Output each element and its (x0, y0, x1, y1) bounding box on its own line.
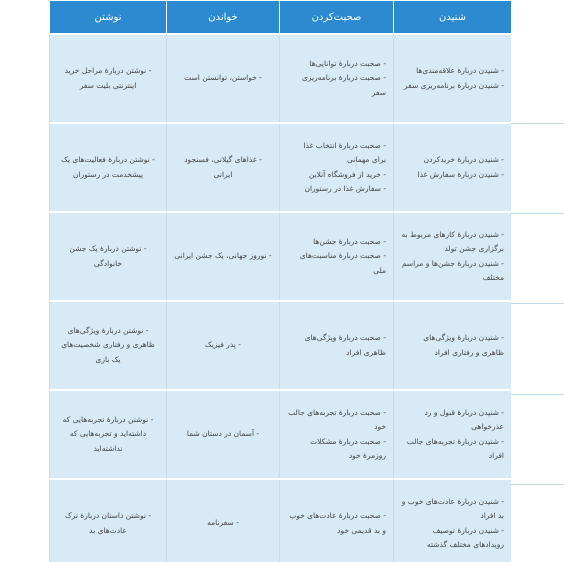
list-item: - صحبت دربارۀ ویژگی‌های ظاهری افراد (304, 333, 386, 357)
list-item: - شنیدن دربارۀ قبول و رد عذرخواهی (424, 408, 504, 432)
header-reading: خواندن (167, 1, 280, 35)
speaking-cell (280, 479, 394, 562)
listening-cell (394, 123, 512, 212)
listening-cell (394, 390, 512, 479)
list-item: - خرید از فروشگاه آنلاین (308, 169, 386, 179)
table-row (50, 301, 512, 390)
speaking-cell (280, 212, 394, 301)
list-item: - صحبت دربارۀ انتخاب غذا برای مهمانی (303, 141, 386, 165)
list-item: - شنیدن دربارۀ کارهای مربوط به برگزاری جشن تولد (401, 230, 504, 254)
reading-cell: - خواستن، توانستن است (167, 34, 280, 123)
reading-cell: - غذاهای گیلانی، فسنجود ایرانی (167, 123, 280, 212)
curriculum-table-container (49, 0, 511, 562)
list-item: - صحبت دربارۀ عادت‌های خوب و بد قدیمی خود (289, 511, 386, 535)
listening-cell (394, 34, 512, 123)
listening-cell (394, 212, 512, 301)
header-speaking: صحبت‌کردن (280, 1, 394, 35)
writing-cell: - نوشتن دربارۀ یک جشن خانوادگی (50, 212, 167, 301)
outside-divider (511, 394, 564, 395)
reading-cell: - نوروز جهانی، یک جشن ایرانی (167, 212, 280, 301)
list-item: - صحبت دربارۀ تجربه‌های جالب خود (288, 408, 386, 432)
speaking-cell (280, 301, 394, 390)
outside-divider (511, 123, 564, 124)
list-item: - شنیدن دربارۀ خریدکردن (423, 155, 504, 165)
outside-divider (511, 213, 564, 214)
list-item: - شنیدن دربارۀ تجربه‌های جالب افراد (406, 436, 504, 460)
listening-cell (394, 301, 512, 390)
writing-cell: - نوشتن دربارۀ ویژگی‌های ظاهری و رفتاری شخصیت‌های یک بازی (50, 301, 167, 390)
outside-divider (511, 303, 564, 304)
reading-cell: - پدر فیزیک (167, 301, 280, 390)
speaking-cell (280, 390, 394, 479)
speaking-cell (280, 34, 394, 123)
speaking-cell (280, 123, 394, 212)
listening-cell (394, 479, 512, 562)
list-item: - صحبت دربارۀ برنامه‌ریزی سفر (302, 73, 386, 97)
table-row (50, 123, 512, 212)
table-row (50, 479, 512, 562)
list-item: - شنیدن دربارۀ ویژگی‌های ظاهری و رفتاری افراد (423, 333, 504, 357)
list-item: - شنیدن دربارۀ علاقه‌مندی‌ها (416, 66, 504, 76)
curriculum-table (49, 0, 511, 562)
header-writing: نوشتن (50, 1, 167, 35)
list-item: - صحبت دربارۀ جشن‌ها (313, 237, 386, 247)
header-listening: شنیدن (394, 1, 512, 35)
list-item: - شنیدن دربارۀ عادت‌های خوب و بد افراد (401, 497, 504, 521)
table-row (50, 212, 512, 301)
writing-cell: - نوشتن دربارۀ مراحل خرید اینترنتی بلیت سفر (50, 34, 167, 123)
writing-cell: - نوشتن دربارۀ تجربه‌هایی که داشته‌اید و تجربه‌هایی که نداشته‌اید (50, 390, 167, 479)
list-item: - شنیدن دربارۀ سفارش غذا (417, 169, 504, 179)
reading-cell: - آسمان در دستان شما (167, 390, 280, 479)
writing-cell: - نوشتن دربارۀ فعالیت‌های یک پیشخدمت در رستوران (50, 123, 167, 212)
list-item: - سفارش غذا در رستوران (304, 183, 386, 193)
list-item: - شنیدن دربارۀ برنامه‌ریزی سفر (404, 80, 504, 90)
list-item: - شنیدن دربارۀ جشن‌ها و مراسم مختلف (401, 258, 504, 282)
list-item: - شنیدن دربارۀ توصیف رویدادهای مختلف گذشته (426, 525, 504, 549)
table-row (50, 34, 512, 123)
writing-cell: - نوشتن داستان دربارۀ ترک عادت‌های بد (50, 479, 167, 562)
header-row (50, 1, 512, 35)
table-row (50, 390, 512, 479)
outside-divider (511, 484, 564, 485)
list-item: - صحبت دربارۀ مناسبت‌های ملی (299, 251, 386, 275)
list-item: - صحبت دربارۀ مشکلات روزمرۀ خود (310, 436, 386, 460)
reading-cell: - سفرنامه (167, 479, 280, 562)
list-item: - صحبت دربارۀ توانایی‌ها (309, 59, 386, 69)
